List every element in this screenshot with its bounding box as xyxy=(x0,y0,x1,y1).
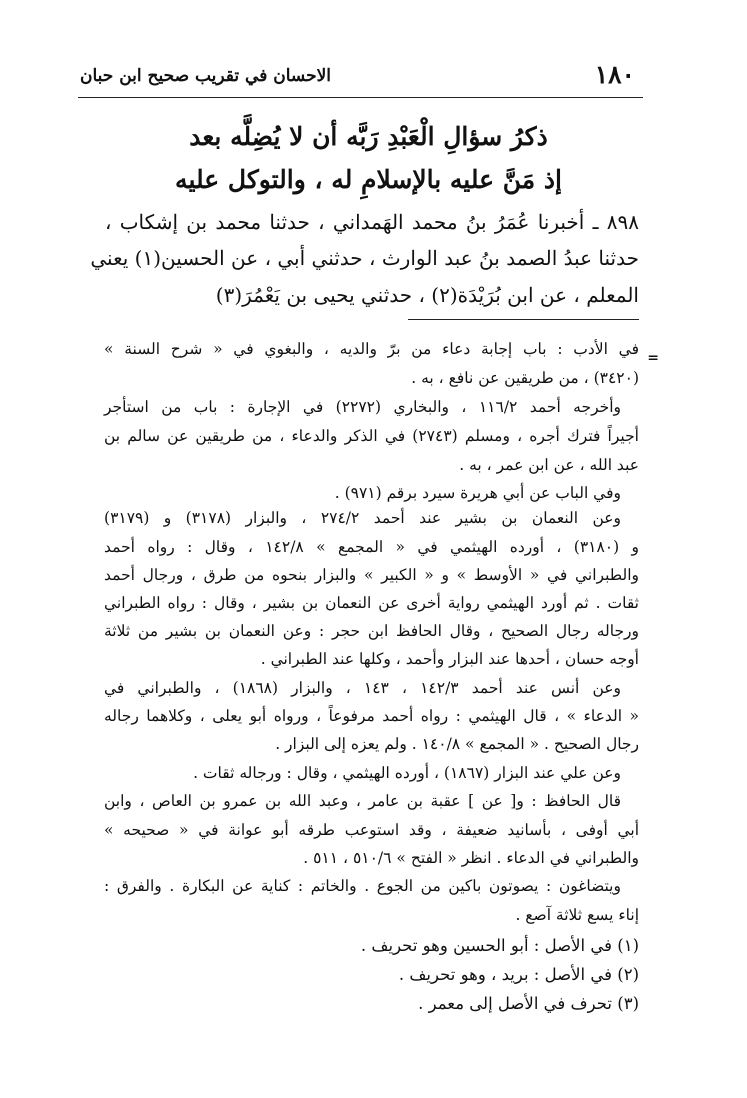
footnote-continuation-mark: = xyxy=(647,350,659,366)
footnote-line: و (٣١٨٠) ، أورده الهيثمي في « المجمع » ١٤٢/٨ ، وقال : رواه أحمد xyxy=(104,538,640,556)
footnote-line: وعن أنس عند أحمد ١٤٢/٣ ، ١٤٣ ، والبزار (١٨٦٨) ، والطبراني في xyxy=(104,679,621,697)
footnote-line: رجال الصحيح . « المجمع » ١٤٠/٨ . ولم يعزه إلى البزار . xyxy=(275,735,639,753)
footnote-line: ورجاله رجال الصحيح ، وقال الحافظ ابن حجر : وعن النعمان بن بشير من ثلاثة xyxy=(104,622,639,640)
footnote-separator xyxy=(408,319,639,320)
footnote-line: عبد الله ، عن ابن عمر ، به . xyxy=(459,456,639,474)
footnote-line: وعن النعمان بن بشير عند أحمد ٢٧٤/٢ ، والبزار (٣١٧٨) و (٣١٧٩) xyxy=(104,509,621,527)
footnote-line: (٣٤٢٠) ، من طريقين عن نافع ، به . xyxy=(411,369,639,387)
footnote-line: وفي الباب عن أبي هريرة سيرد برقم (٩٧١) . xyxy=(334,484,621,502)
header-rule xyxy=(78,97,643,98)
footnote-line: أجيراً فترك أجره ، ومسلم (٢٧٤٣) في الذكر والدعاء ، من طريقين عن سالم بن xyxy=(104,427,639,445)
hadith-text-line: حدثنا عبدُ الصمد بنُ عبد الوارث ، حدثني أبي ، عن الحسين(١) يعني xyxy=(90,246,639,270)
hadith-text-line: المعلم ، عن ابن بُرَيْدَة(٢) ، حدثني يحيى بن يَعْمُرَ(٣) xyxy=(215,283,639,307)
footnote-line: وأخرجه أحمد ١١٦/٢ ، والبخاري (٢٢٧٢) في الإجارة : باب من استأجر xyxy=(104,398,622,416)
footnote-line: أوجه حسان ، أحدها عند البزار وأحمد ، وكلها عند الطبراني . xyxy=(260,650,639,668)
footnote-line: والطبراني في الدعاء . انظر « الفتح » ٥١٠/٦ ، ٥١١ . xyxy=(303,849,639,867)
page-number: ١٨٠ xyxy=(594,60,635,89)
footnote-line: أبي أوفى ، بأسانيد ضعيفة ، وقد استوعب طرقه أبو عوانة في « صحيحه » xyxy=(104,821,639,839)
footnote-line: وعن علي عند البزار (١٨٦٧) ، أورده الهيثمي ، وقال : ورجاله ثقات . xyxy=(193,764,621,782)
footnote-line: قال الحافظ : و[ عن ] عقبة بن عامر ، وعبد الله بن عمرو بن العاص ، وابن xyxy=(104,792,621,810)
editor-note: (١) في الأصل : أبو الحسين وهو تحريف . xyxy=(360,936,639,955)
footnote-line: في الأدب : باب إجابة دعاء من برّ والديه ، والبغوي في « شرح السنة » xyxy=(104,340,639,358)
footnote-line: والطبراني في « الأوسط » و « الكبير » والبزار بنحوه من طرق ، ورجال أحمد xyxy=(104,566,639,584)
chapter-heading-line-2: إذ مَنَّ عليه بالإسلامِ له ، والتوكل عليه xyxy=(175,165,562,194)
footnote-line: « الدعاء » ، قال الهيثمي : رواه أحمد مرفوعاً ، ورواه أبو يعلى ، وكلاهما رجاله xyxy=(104,707,639,725)
footnote-line: ويتضاغون : يصوتون باكين من الجوع . والخاتم : كناية عن البكارة . والفرق : xyxy=(104,877,621,895)
editor-note: (٢) في الأصل : بريد ، وهو تحريف . xyxy=(398,965,639,984)
footnote-line: إناء يسع ثلاثة آصع . xyxy=(515,906,639,924)
hadith-text-line: ٨٩٨ ـ أخبرنا عُمَرُ بنُ محمد الهَمداني ، حدثنا محمد بن إشكاب ، xyxy=(105,210,639,234)
editor-note: (٣) تحرف في الأصل إلى معمر . xyxy=(418,994,639,1013)
running-title: الاحسان في تقريب صحيح ابن حبان xyxy=(80,66,331,86)
chapter-heading-line-1: ذكرُ سؤالِ الْعَبْدِ رَبَّه أن لا يُضِلَّه بعد xyxy=(189,122,548,151)
footnote-line: ثقات . ثم أورد الهيثمي رواية أخرى عن النعمان بن بشير ، وقال : رواه الطبراني xyxy=(104,594,639,612)
